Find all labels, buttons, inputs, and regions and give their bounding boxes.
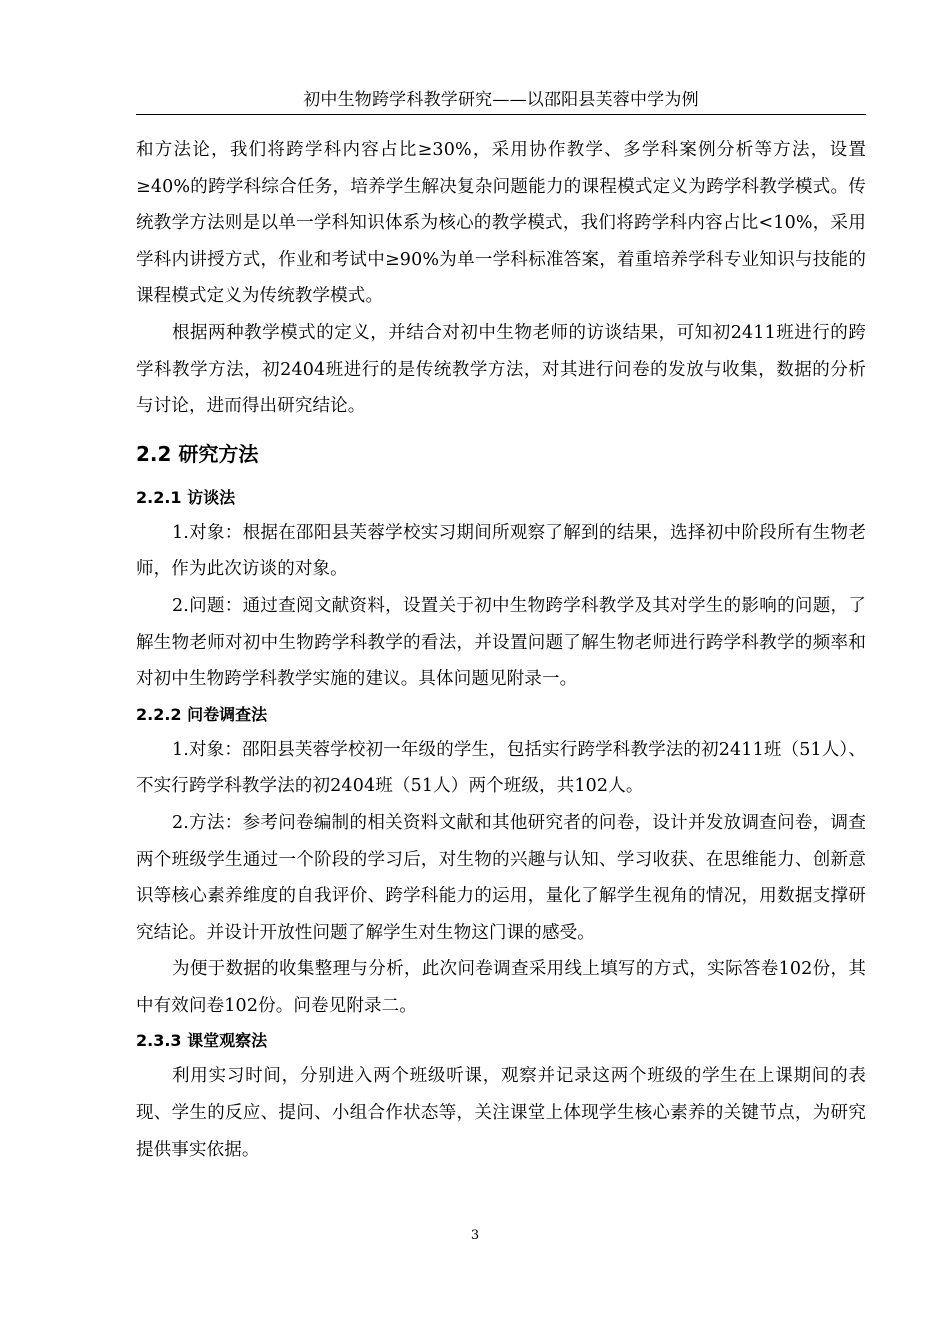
subsection-heading-classroom-observation: 2.3.3 课堂观察法 [136,1031,268,1051]
paragraph-questionnaire-subjects: 1.对象：邵阳县芙蓉学校初一年级的学生，包括实行跨学科教学法的初2411班（51人）、不实行跨学科教学法的初2404班（51人）两个班级，共102人。 [136,739,866,797]
paragraph-questionnaire-method: 2.方法：参考问卷编制的相关资料文献和其他研究者的问卷，设计并发放调查问卷，调查两个班级学生通过一个阶段的学习后，对生物的兴趣与认知、学习收获、在思维能力、创新意识等核心素养维度的自我评价、跨学科能力的运用，量化了解学生视角的情况，用数据支撑研究结论。并设计开放性问题了解学生对生物这门课的感受。 [136,812,866,943]
page-body [136,132,866,1168]
paragraph-questionnaire-collection: 为便于数据的收集整理与分析，此次问卷调查采用线上填写的方式，实际答卷102份，其中有效问卷102份。问卷见附录二。 [136,959,866,1016]
subsection-heading-interview: 2.2.1 访谈法 [136,487,236,507]
header-rule [136,114,866,115]
paragraph-class-assignment: 根据两种教学模式的定义，并结合对初中生物老师的访谈结果，可知初2411班进行的跨学科教学方法，初2404班进行的是传统教学方法，对其进行问卷的发放与收集，数据的分析与讨论，进而得出研究结论。 [136,322,866,417]
paragraph-classroom-observation: 利用实习时间，分别进入两个班级听课，观察并记录这两个班级的学生在上课期间的表现、学生的反应、提问、小组合作状态等，关注课堂上体现学生核心素养的关键节点，为研究提供事实依据。 [136,1066,866,1160]
section-heading-research-methods: 2.2 研究方法 [136,441,259,466]
page-number: 3 [470,1228,480,1243]
subsection-heading-questionnaire: 2.2.2 问卷调查法 [136,704,268,724]
paragraph-interview-questions: 2.问题：通过查阅文献资料，设置关于初中生物跨学科教学及其对学生的影响的问题，了解生物老师对初中生物跨学科教学的看法，并设置问题了解生物老师进行跨学科教学的频率和对初中生物跨学科教学实施的建议。具体问题见附录一。 [136,595,866,690]
paragraph-definitions: 和方法论，我们将跨学科内容占比≥30%，采用协作教学、多学科案例分析等方法，设置≥40%的跨学科综合任务，培养学生解决复杂问题能力的课程模式定义为跨学科教学模式。传统教学方法则是以单一学科知识体系为核心的教学模式，我们将跨学科内容占比<10%，采用学科内讲授方式，作业和考试中≥90%为单一学科标准答案，着重培养学科专业知识与技能的课程模式定义为传统教学模式。 [136,140,866,307]
running-header: 初中生物跨学科教学研究——以邵阳县芙蓉中学为例 [303,90,699,110]
paragraph-interview-subjects: 1.对象：根据在邵阳县芙蓉学校实习期间所观察了解到的结果，选择初中阶段所有生物老师，作为此次访谈的对象。 [136,522,866,580]
